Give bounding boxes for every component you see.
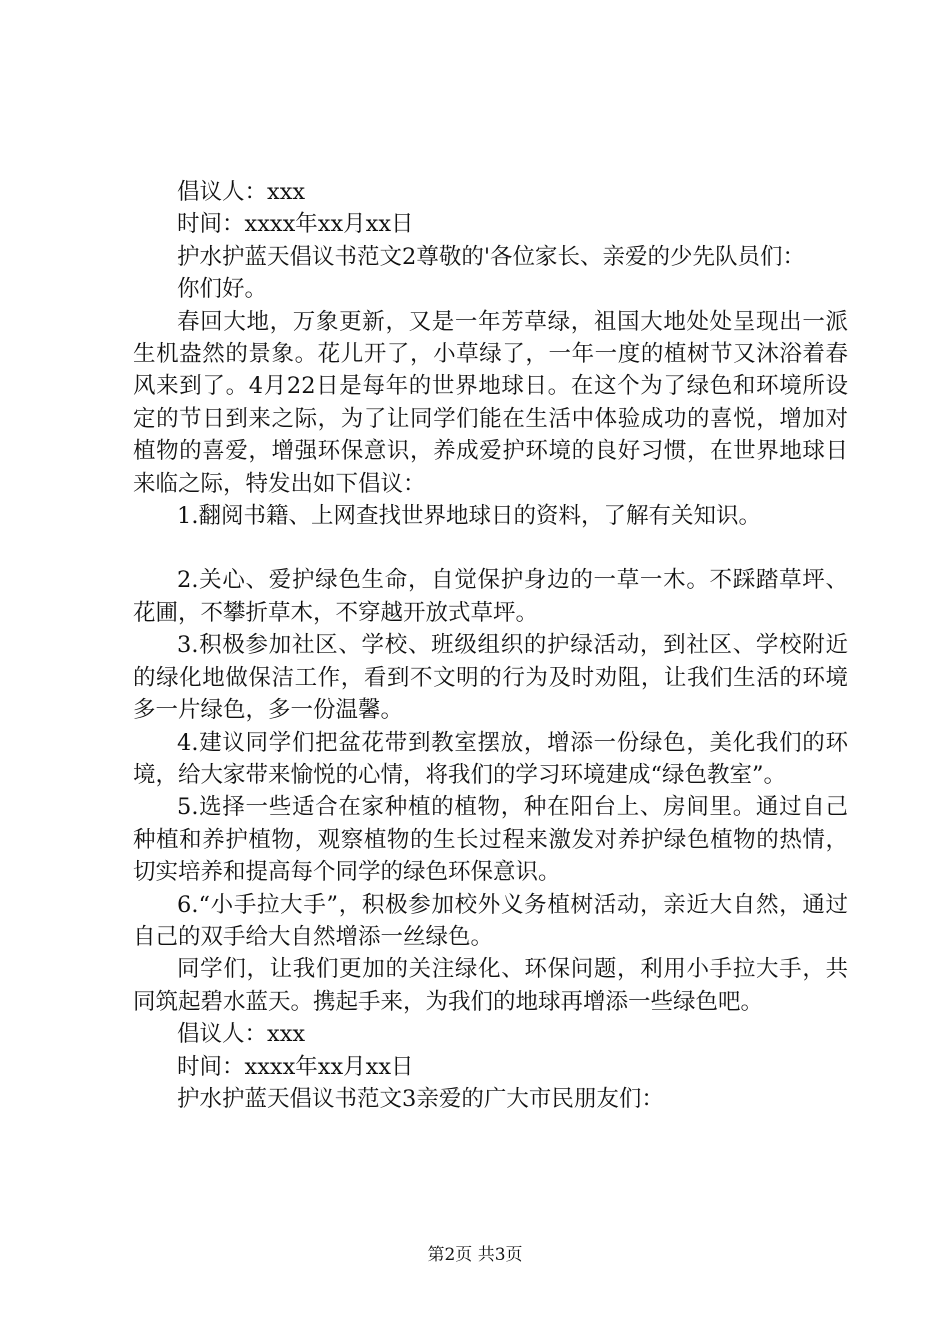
proposal-item-5: 5.选择一些适合在家种植的植物，种在阳台上、房间里。通过自己种植和养护植物，观察植物的生长过程来激发对养护绿色植物的热情，切实培养和提高每个同学的绿色环保意识。	[133, 794, 848, 886]
greeting-line: 你们好。	[177, 276, 268, 303]
intro-paragraph: 春回大地，万象更新，又是一年芳草绿，祖国大地处处呈现出一派生机盎然的景象。花儿开了，小草绿了，一年一度的植树节又沐浴着春风来到了。4月22日是每年的世界地球日。在这个为了绿色和环境所设定的节日到来之际，为了让同学们能在生活中体验成功的喜悦，增加对植物的喜爱，增强环保意识，养成爱护环境的良好习惯，在世界地球日来临之际，特发出如下倡议：	[133, 308, 848, 497]
proposal-item-4: 4.建议同学们把盆花带到教室摆放，增添一份绿色，美化我们的环境，给大家带来愉悦的心情，将我们的学习环境建成“绿色教室”。	[133, 729, 848, 788]
proposal-item-6: 6.“小手拉大手”，积极参加校外义务植树活动，亲近大自然，通过自己的双手给大自然增添一丝绿色。	[133, 891, 848, 950]
proposal-item-1: 1.翻阅书籍、上网查找世界地球日的资料，了解有关知识。	[177, 503, 761, 530]
proposal-item-3: 3.积极参加社区、学校、班级组织的护绿活动，到社区、学校附近的绿化地做保洁工作，看到不文明的行为及时劝阻，让我们生活的环境多一片绿色，多一份温馨。	[133, 632, 848, 724]
sample-2-heading: 护水护蓝天倡议书范文2尊敬的'各位家长、亲爱的少先队员们：	[177, 243, 806, 270]
date-line: 时间：xxxx年xx月xx日	[177, 211, 414, 238]
page-number-footer: 第2页 共3页	[427, 1245, 523, 1265]
sample-3-heading: 护水护蓝天倡议书范文3亲爱的广大市民朋友们：	[177, 1085, 664, 1112]
date-line-2: 时间：xxxx年xx月xx日	[177, 1053, 414, 1080]
signatory-line: 倡议人：xxx	[177, 179, 306, 205]
document-body	[133, 176, 848, 1115]
signatory-line-2: 倡议人：xxx	[177, 1021, 306, 1048]
closing-paragraph: 同学们，让我们更加的关注绿化、环保问题，利用小手拉大手，共同筑起碧水蓝天。携起手来，为我们的地球再增添一些绿色吧。	[133, 956, 848, 1015]
proposal-item-2: 2.关心、爱护绿色生命，自觉保护身边的一草一木。不踩踏草坪、花圃，不攀折草木，不穿越开放式草坪。	[133, 567, 848, 626]
